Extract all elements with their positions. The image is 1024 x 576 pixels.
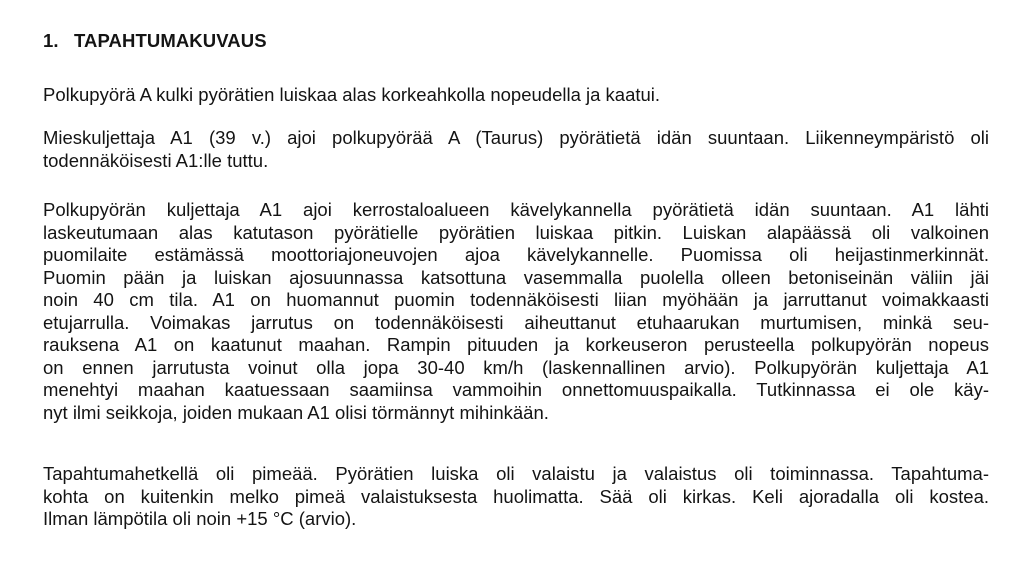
paragraph-line: laskeutumaan alas katutason pyörätielle pyörätien luiskaa pitkin. Luiskan alapäässä oli valkoinen bbox=[43, 221, 989, 243]
paragraph-line: Tapahtumahetkellä oli pimeää. Pyörätien luiska oli valaistu ja valaistus oli toiminnassa. Tapahtuma- bbox=[43, 463, 989, 484]
section-title: TAPAHTUMAKUVAUS bbox=[74, 30, 267, 51]
paragraph-line: rauksena A1 on kaatunut maahan. Rampin pituuden ja korkeuseron perusteella polkupyörän nopeus bbox=[43, 334, 989, 355]
paragraph-line: Polkupyörä A kulki pyörätien luiskaa alas korkeahkolla nopeudella ja kaatui. bbox=[43, 84, 661, 105]
section-number: 1. bbox=[43, 30, 59, 51]
paragraph-line: kohta on kuitenkin melko pimeä valaistuksesta huolimatta. Sää oli kirkas. Keli ajoradalla oli kostea. bbox=[43, 485, 989, 507]
paragraph-line: on ennen jarrutusta voinut olla jopa 30-40 km/h (laskennallinen arvio). Polkupyörän kuljettaja A1 bbox=[43, 356, 989, 378]
paragraph-line: puomilaite estämässä moottoriajoneuvojen ajoa kävelykannelle. Puomissa oli heijastinmerkinnät. bbox=[43, 244, 989, 265]
paragraph-line: Ilman lämpötila oli noin +15 °C (arvio). bbox=[43, 508, 357, 529]
paragraph-line: menehtyi maahan kaatuessaan saamiinsa vammoihin onnettomuuspaikalla. Tutkinnassa ei ole käy- bbox=[43, 379, 989, 400]
section-heading bbox=[43, 30, 267, 52]
paragraph-event-description bbox=[43, 199, 989, 424]
paragraph-conditions bbox=[43, 463, 989, 531]
paragraph-line: etujarrulla. Voimakas jarrutus on todennäköisesti aiheuttanut etuhaarukan murtumisen, minkä seu- bbox=[43, 311, 989, 333]
paragraph-line: nyt ilmi seikkoja, joiden mukaan A1 olisi törmännyt mihinkään. bbox=[43, 401, 549, 423]
paragraph-driver bbox=[43, 127, 989, 172]
paragraph-line: noin 40 cm tila. A1 on huomannut puomin todennäköisesti liian myöhään ja jarruttanut voimakkaasti bbox=[43, 289, 989, 310]
paragraph-line: Mieskuljettaja A1 (39 v.) ajoi polkupyörää A (Taurus) pyörätietä idän suuntaan. Liikenneympäristö oli bbox=[43, 127, 989, 148]
paragraph-line: Puomin pään ja luiskan ajosuunnassa katsottuna vasemmalla puolella olleen betoniseinän väliin jäi bbox=[43, 266, 989, 288]
paragraph-line: todennäköisesti A1:lle tuttu. bbox=[43, 149, 269, 171]
paragraph-summary bbox=[43, 84, 989, 107]
paragraph-line: Polkupyörän kuljettaja A1 ajoi kerrostaloalueen kävelykannella pyörätietä idän suuntaan. A1 lähti bbox=[43, 199, 989, 220]
